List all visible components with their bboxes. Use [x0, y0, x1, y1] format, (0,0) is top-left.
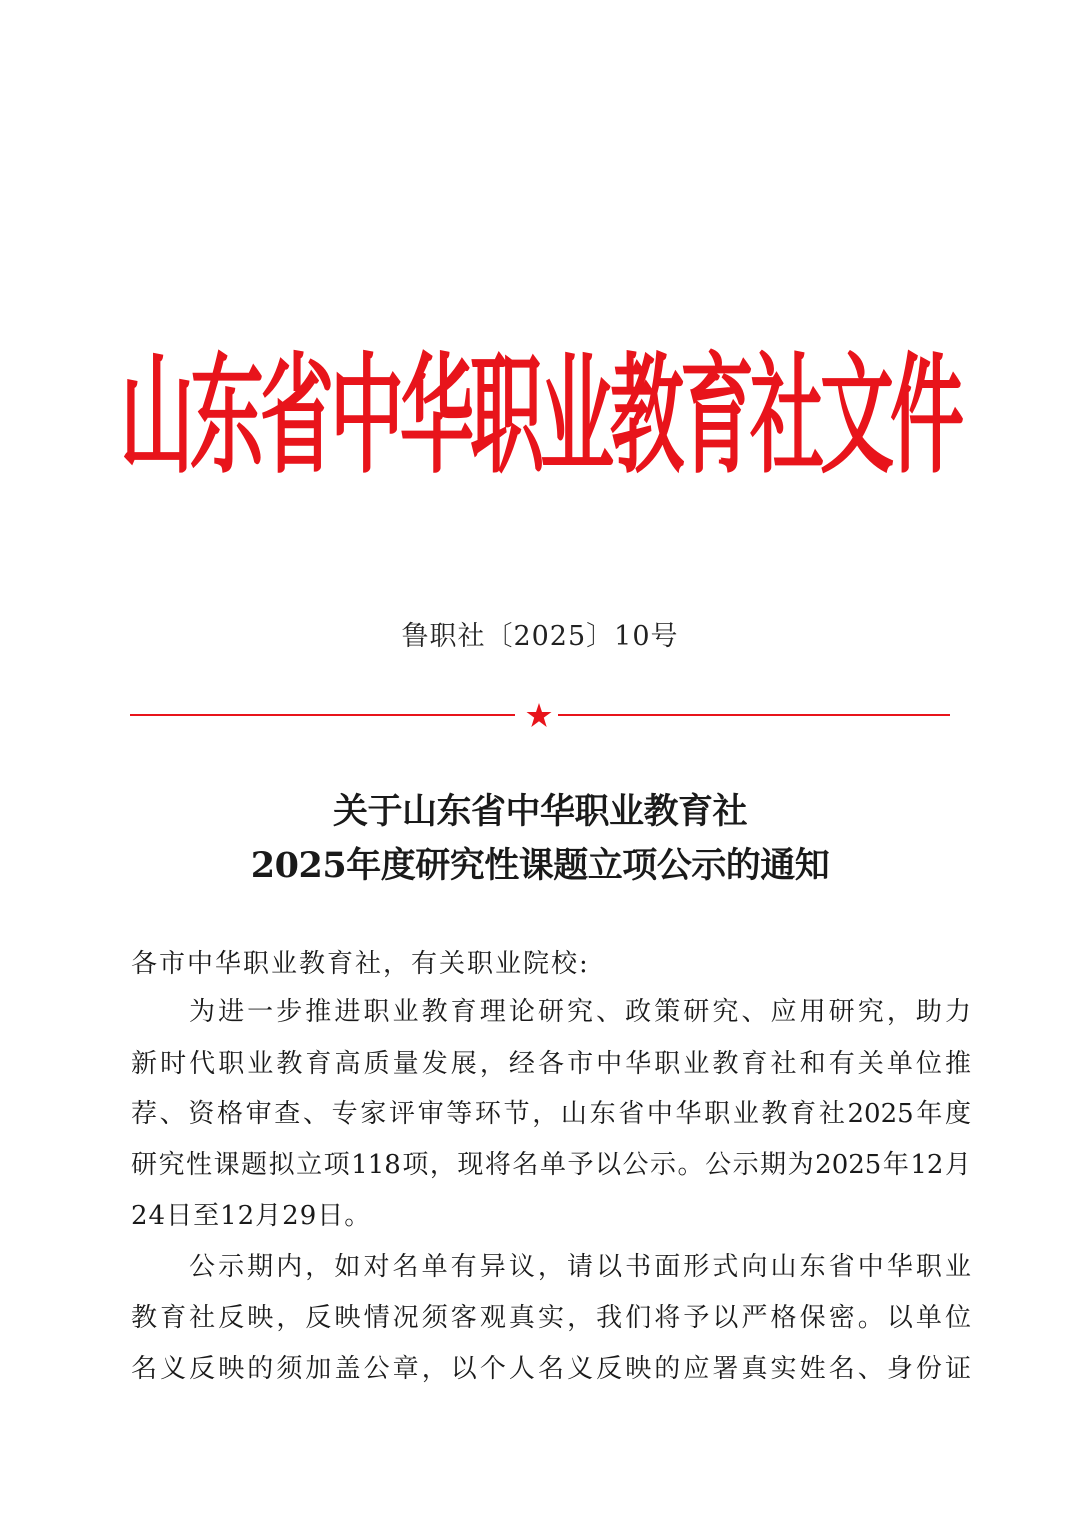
paragraph-1-line: 新时代职业教育高质量发展，经各市中华职业教育社和有关单位推 [131, 1049, 971, 1079]
separator-line-left [130, 714, 515, 716]
red-separator [130, 702, 950, 728]
paragraph-2-line: 公示期内，如对名单有异议，请以书面形式向山东省中华职业 [189, 1252, 971, 1282]
notice-title-line-2: 2025年度研究性课题立项公示的通知 [250, 845, 830, 886]
masthead-title: 山东省中华职业教育社文件 [120, 341, 960, 492]
paragraph-1-line: 24日至12月29日。 [131, 1201, 372, 1231]
separator-line-right [558, 714, 950, 716]
star-icon [526, 702, 552, 728]
document-number: 鲁职社〔2025〕10号 [401, 621, 679, 652]
paragraph-1-line: 荐、资格审查、专家评审等环节，山东省中华职业教育社2025年度 [131, 1099, 971, 1129]
salutation: 各市中华职业教育社，有关职业院校: [131, 949, 590, 979]
paragraph-1-line: 研究性课题拟立项118项，现将名单予以公示。公示期为2025年12月 [131, 1150, 971, 1180]
notice-title-line-1: 关于山东省中华职业教育社 [332, 791, 747, 832]
paragraph-2-line: 名义反映的须加盖公章，以个人名义反映的应署真实姓名、身份证 [131, 1354, 971, 1384]
paragraph-1-line: 为进一步推进职业教育理论研究、政策研究、应用研究，助力 [189, 997, 971, 1027]
paragraph-2-line: 教育社反映，反映情况须客观真实，我们将予以严格保密。以单位 [131, 1303, 971, 1333]
